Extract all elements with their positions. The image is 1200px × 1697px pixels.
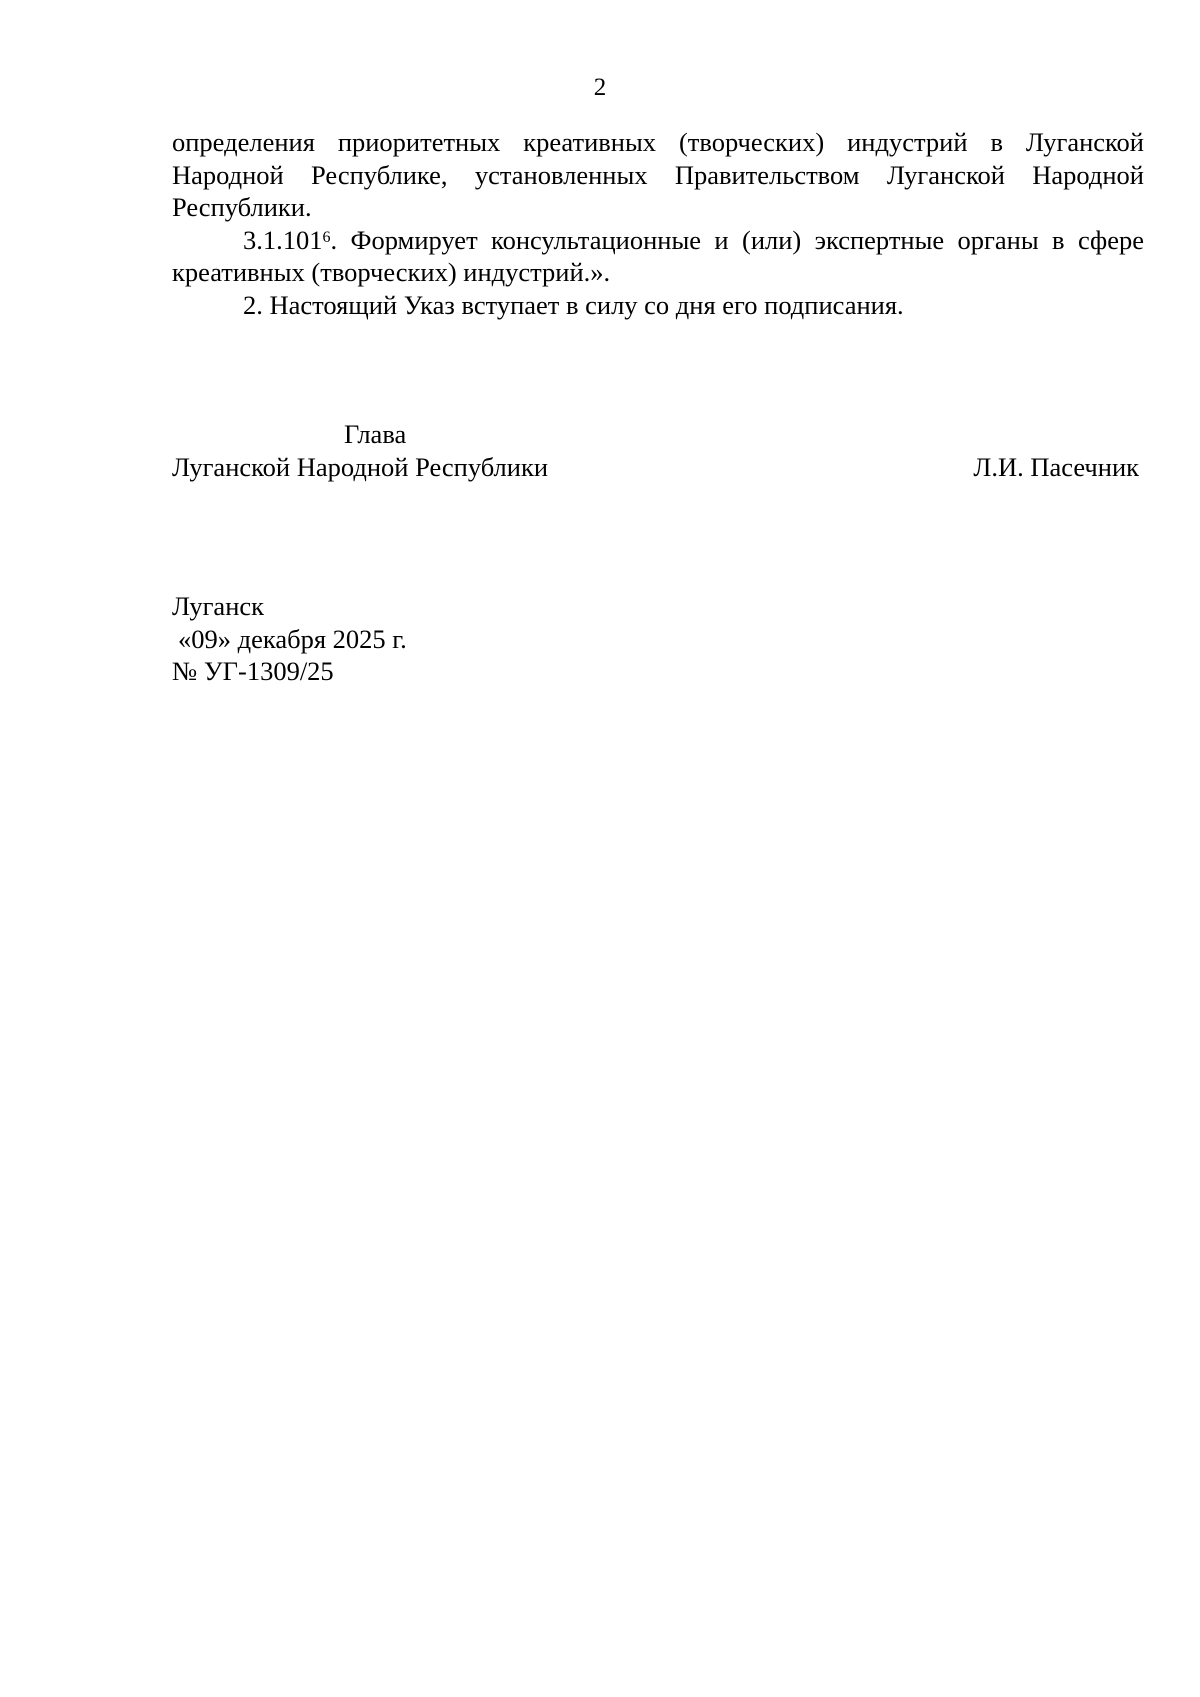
item-paragraph — [172, 224, 1144, 289]
footer-city: Луганск — [172, 591, 265, 621]
signature-title: Глава — [344, 419, 407, 449]
signature-block — [172, 418, 1144, 483]
signatory-name: Л.И. Пасечник — [973, 451, 1139, 482]
item-number — [243, 225, 331, 255]
item-text: . Формирует консультационные и (или) экспертные органы в сфере креативных (творческих) индустрий.». — [172, 224, 1144, 287]
clause-2-paragraph: 2. Настоящий Указ вступает в силу со дня его подписания. — [243, 289, 904, 320]
document-footer — [172, 590, 407, 688]
footer-date: «09» декабря 2025 г. — [178, 623, 407, 654]
signature-row — [172, 451, 1144, 484]
footer-document-number: № УГ-1309/25 — [172, 656, 334, 686]
item-number-base: 3.1.101 — [243, 224, 323, 255]
continuation-paragraph: определения приоритетных креативных (творческих) индустрий в Луганской Народной Республике, установленных Правительством Луганской Народной Республики. — [172, 127, 1144, 222]
page-number: 2 — [593, 74, 607, 101]
item-number-superscript: 6 — [322, 228, 331, 246]
signature-position: Луганской Народной Республики — [172, 451, 549, 482]
document-body — [172, 126, 1144, 321]
